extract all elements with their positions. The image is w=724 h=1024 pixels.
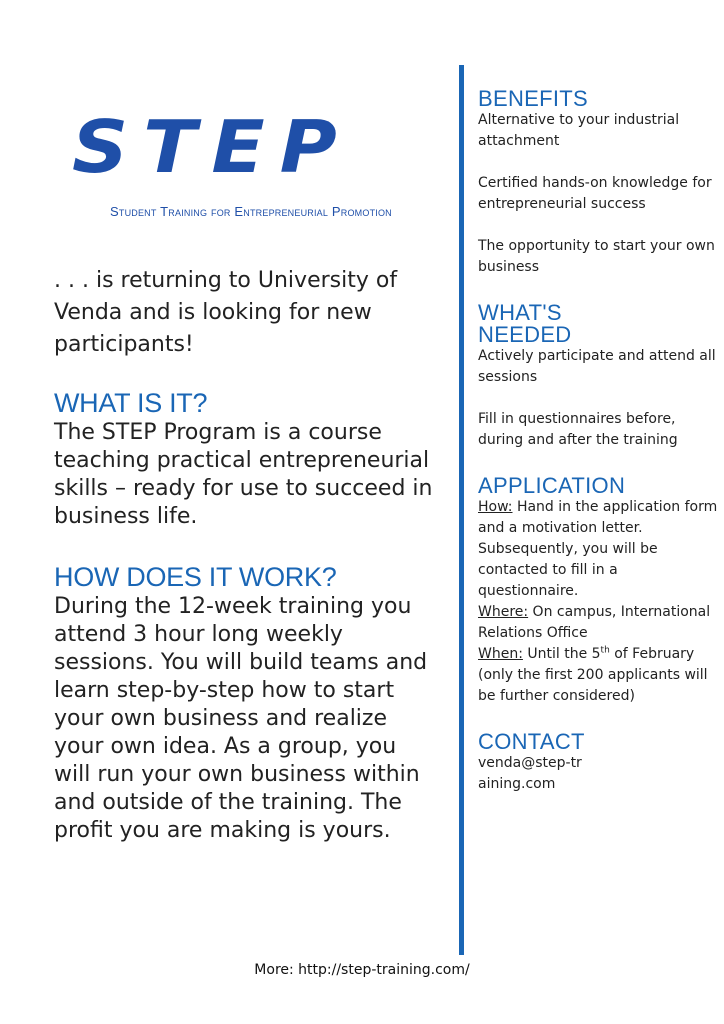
benefit-item: Alternative to your industrial attachment <box>478 112 680 149</box>
step-logo <box>70 106 435 227</box>
needed-item: Actively participate and attend all sessions <box>478 348 716 385</box>
logo-tagline: Student Training for Entrepreneurial Promotion <box>110 204 392 219</box>
vertical-divider <box>459 65 464 955</box>
how-does-it-work-heading: HOW DOES IT WORK? <box>54 562 337 592</box>
how-label: How: <box>478 499 513 515</box>
when-label: When: <box>478 646 523 662</box>
when-text: Until the 5 <box>522 646 601 662</box>
how-text: Hand in the application form and a motivation letter. Subsequently, you will be contacted to fill in a questionnaire. <box>478 499 718 599</box>
intro-text: . . . is returning to University of Venda and is looking for new participants! <box>54 268 398 357</box>
logo-wordmark: STEP <box>72 106 352 190</box>
application-how <box>478 497 718 602</box>
needed-item: Fill in questionnaires before, during and after the training <box>478 411 678 448</box>
benefits-heading: BENEFITS <box>478 86 588 111</box>
main-column <box>54 265 434 845</box>
footer-link[interactable]: More: http://step-training.com/ <box>254 962 470 978</box>
when-superscript: th <box>600 645 610 656</box>
where-label: Where: <box>478 604 529 620</box>
application-heading: APPLICATION <box>478 473 626 498</box>
sidebar-column <box>478 88 718 795</box>
what-is-it-body: The STEP Program is a course teaching practical entrepreneurial skills – ready for use to succeed in business life. <box>54 420 433 529</box>
contact-email[interactable]: venda@step-training.com <box>478 755 582 792</box>
when-text-cont: of February (only the first 200 applicants will be further considered) <box>478 646 708 704</box>
how-does-it-work-body: During the 12-week training you attend 3 hour long weekly sessions. You will build teams and learn step-by-step how to start your own business and realize your own idea. As a group, you will run your own business within and outside of the training. The profit you are making is yours. <box>54 594 428 843</box>
whats-needed-heading: WHAT'S NEEDED <box>478 300 572 347</box>
benefit-item: Certified hands-on knowledge for entrepreneurial success <box>478 175 712 212</box>
where-text: On campus, International Relations Office <box>478 604 711 641</box>
contact-heading: CONTACT <box>478 729 585 754</box>
what-is-it-heading: WHAT IS IT? <box>54 388 208 418</box>
application-where <box>478 602 718 644</box>
application-when <box>478 644 718 707</box>
benefit-item: The opportunity to start your own business <box>478 238 715 275</box>
